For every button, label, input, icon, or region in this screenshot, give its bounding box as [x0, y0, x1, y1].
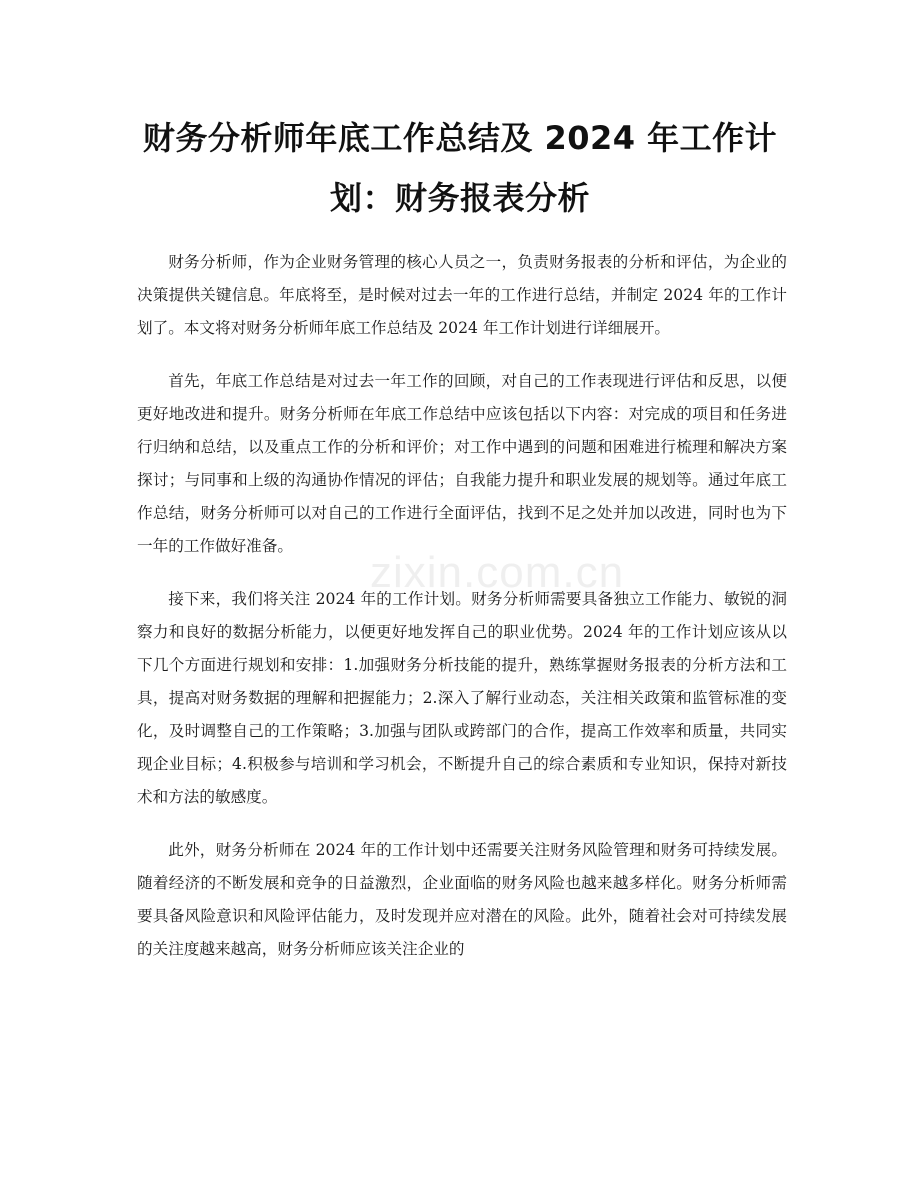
paragraph-2024-plan: 接下来，我们将关注 2024 年的工作计划。财务分析师需要具备独立工作能力、敏锐的洞察力和良好的数据分析能力，以便更好地发挥自己的职业优势。2024 年的工作计划应该从以下几个方面进行规划和安排：1.加强财务分析技能的提升，熟练掌握财务报表的分析方法和工具，提高对财务数据的理解和把握能力；2.深入了解行业动态，关注相关政策和监管标准的变化，及时调整自己的工作策略；3.加强与团队或跨部门的合作，提高工作效率和质量，共同实现企业目标；4.积极参与培训和学习机会，不断提升自己的综合素质和专业知识，保持对新技术和方法的敏感度。: [137, 590, 787, 806]
paragraph-year-end-summary: 首先，年底工作总结是对过去一年工作的回顾，对自己的工作表现进行评估和反思，以便更好地改进和提升。财务分析师在年底工作总结中应该包括以下内容：对完成的项目和任务进行归纳和总结，以及重点工作的分析和评价；对工作中遇到的问题和困难进行梳理和解决方案探讨；与同事和上级的沟通协作情况的评估；自我能力提升和职业发展的规划等。通过年底工作总结，财务分析师可以对自己的工作进行全面评估，找到不足之处并加以改进，同时也为下一年的工作做好准备。: [137, 372, 787, 555]
document-body: [137, 246, 787, 986]
document-title: 财务分析师年底工作总结及 2024 年工作计划：财务报表分析: [142, 119, 778, 217]
watermark: zixin.com.cn: [370, 548, 625, 597]
paragraph-intro: 财务分析师，作为企业财务管理的核心人员之一，负责财务报表的分析和评估，为企业的决策提供关键信息。年底将至，是时候对过去一年的工作进行总结，并制定 2024 年的工作计划了。本文将对财务分析师年底工作总结及 2024 年工作计划进行详细展开。: [137, 253, 787, 337]
paragraph-risk-management: 此外，财务分析师在 2024 年的工作计划中还需要关注财务风险管理和财务可持续发展。随着经济的不断发展和竞争的日益激烈，企业面临的财务风险也越来越多样化。财务分析师需要具备风险意识和风险评估能力，及时发现并应对潜在的风险。此外，随着社会对可持续发展的关注度越来越高，财务分析师应该关注企业的: [137, 841, 787, 958]
